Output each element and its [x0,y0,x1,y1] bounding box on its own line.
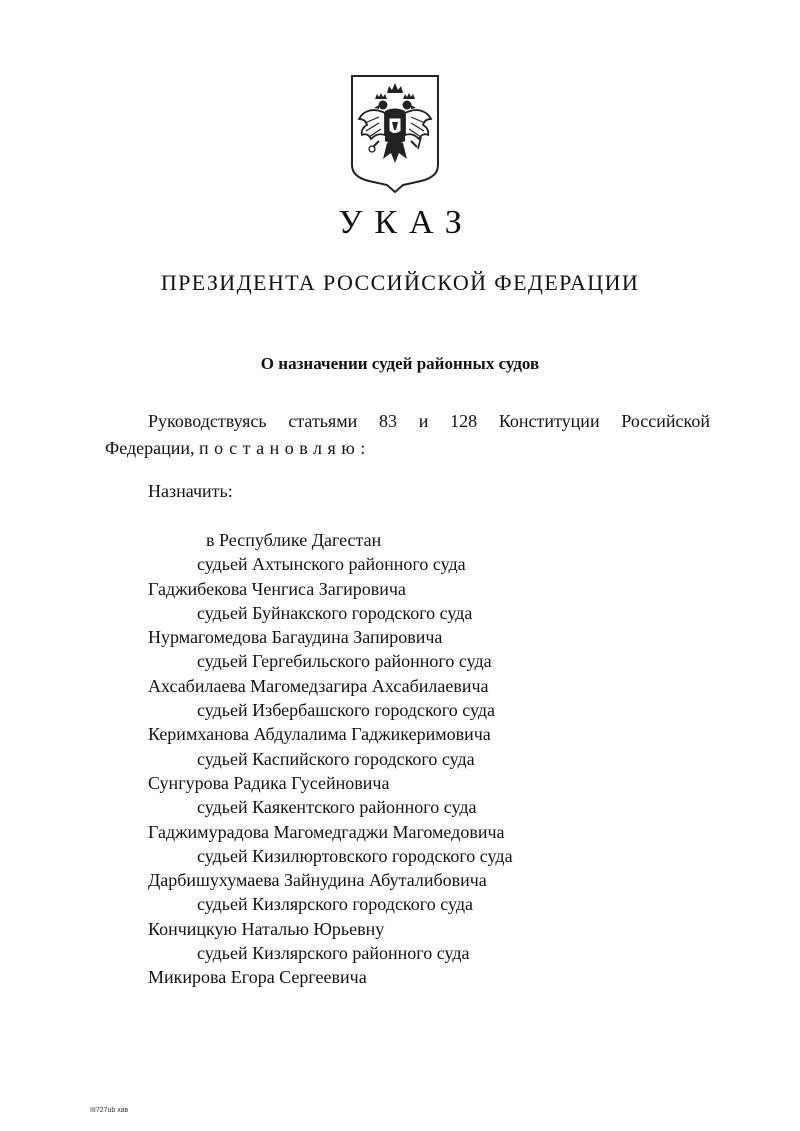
judge-name: Микирова Егора Сергеевича [148,967,367,988]
court-line: судьей Ахтынского районного суда [197,554,466,575]
appointments-list [148,528,708,990]
judge-name: Кончицкую Наталью Юрьевну [148,918,385,939]
region-label: в Республике Дагестан [206,530,382,550]
judge-name: Дарбишухумаева Зайнудина Абуталибовича [148,870,487,891]
judge-name: Гаджибекова Ченгиса Загировича [148,578,406,599]
decree-title: О назначении судей районных судов [260,354,540,373]
court-line: судьей Избербашского городского суда [197,700,495,721]
court-line: судьей Кизилюртовского городского суда [197,845,513,866]
document-code: III727ub хав [90,1107,129,1114]
judge-name: Нурмагомедова Багаудина Запировича [148,627,443,648]
preamble-line-2 [105,435,710,462]
preamble-line-2-prefix: Федерации, [105,438,200,458]
judge-name: Ахсабилаева Магомедзагира Ахсабилаевича [148,675,489,696]
russian-coat-of-arms-icon [349,73,441,193]
issuer-heading: ПРЕЗИДЕНТА РОССИЙСКОЙ ФЕДЕРАЦИИ [160,270,640,295]
judge-name: Сунгурова Радика Гусейновича [148,772,390,793]
decree-heading: УКАЗ [338,204,474,241]
court-line: судьей Буйнакского городского суда [197,602,473,623]
judge-name: Керимханова Абдулалима Гаджикеримовича [148,724,491,745]
appoint-label: Назначить: [148,481,233,501]
preamble-line-1: Руководствуясь статьями 83 и 128 Конституции Российской [148,411,710,431]
court-line: судьей Каякентского районного суда [197,797,477,818]
judge-name: Гаджимурадова Магомедгаджи Магомедовича [148,821,505,842]
court-line: судьей Гергебильского районного суда [197,651,492,672]
preamble [105,408,710,462]
court-line: судьей Кизлярского городского суда [197,894,473,915]
preamble-resolve-word: постановляю: [199,438,371,458]
court-line: судьей Каспийского городского суда [197,748,475,769]
court-line: судьей Кизлярского районного суда [197,943,470,964]
